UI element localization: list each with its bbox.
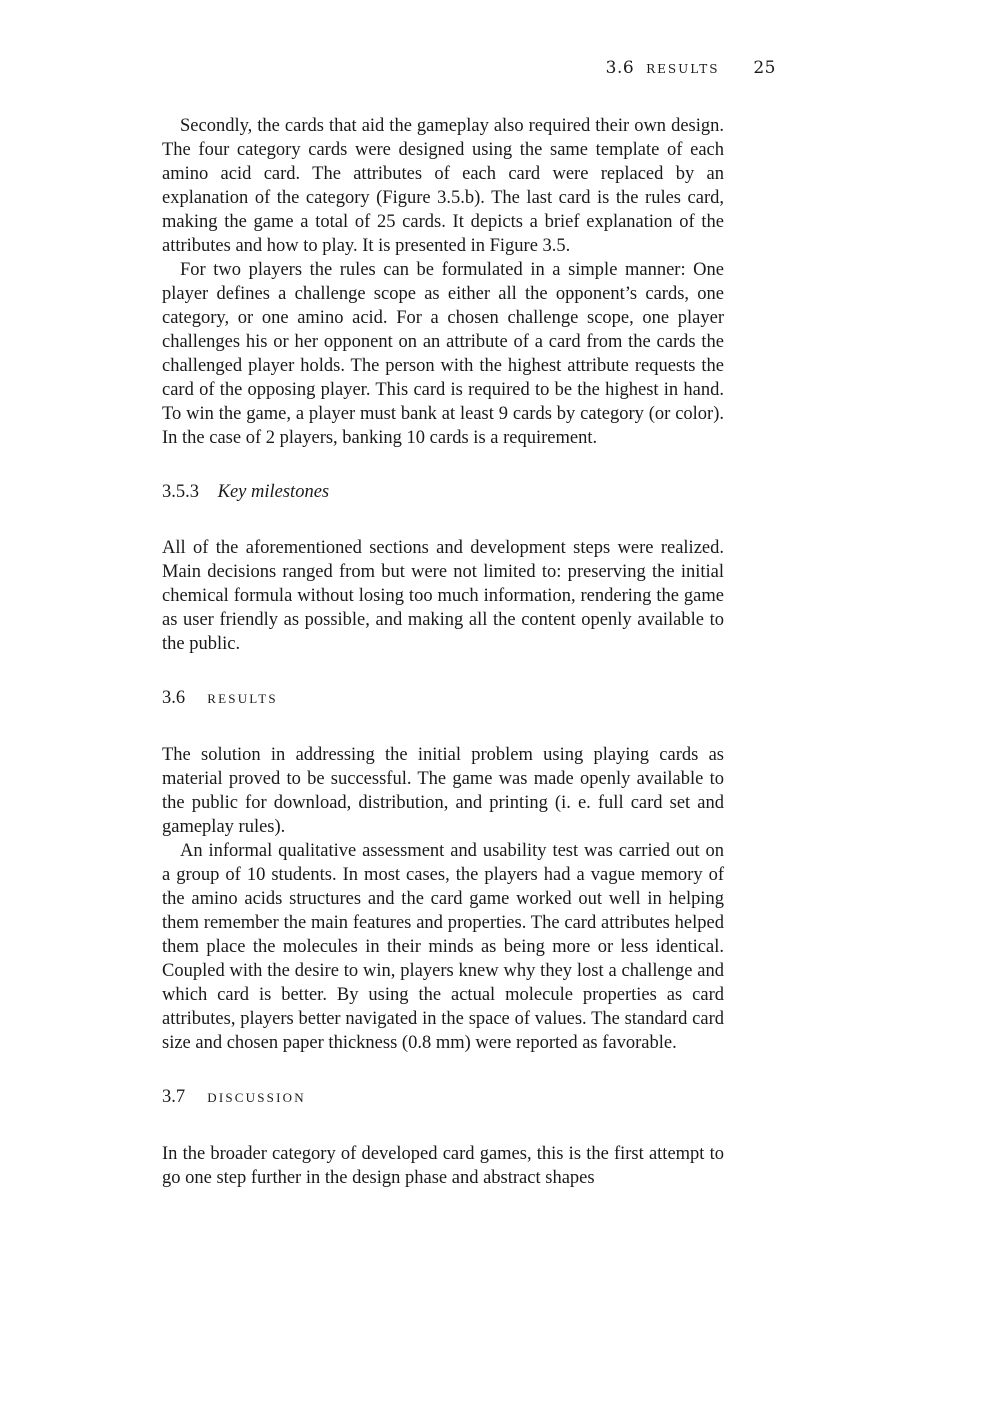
- header-section-title: results: [646, 58, 720, 78]
- paragraph-results-solution: The solution in addressing the initial problem using playing cards as material proved to be successful. The game was made openly available to the public for download, distribution, and printing (i. e. full card set and gameplay rules).: [162, 745, 724, 837]
- subsection-title: Key milestones: [217, 482, 330, 502]
- paragraph-results-assessment: An informal qualitative assessment and usability test was carried out on a group of 10 students. In most cases, the players had a vague memory of the amino acids structures and the card game worked out well in helping them remember the main features and properties. The card attributes helped them place the molecules in their minds as being more or less identical. Coupled with the desire to win, players knew why they lost a challenge and which card is better. By using the actual molecule properties as card attributes, players better navigated in the space of values. The standard card size and chosen paper thickness (0.8 mm) were reported as favorable.: [162, 841, 724, 1053]
- subsection-number: 3.5.3: [162, 482, 199, 502]
- page-body: [162, 114, 724, 1190]
- subsection-heading-key-milestones: [162, 480, 724, 504]
- paragraph-key-milestones: All of the aforementioned sections and development steps were realized. Main decisions ranged from but were not limited to: preserving the initial chemical formula without losing too much information, rendering the game as user friendly as possible, and making all the content openly available to the public.: [162, 538, 724, 654]
- section-title: RESULTS: [207, 691, 278, 706]
- section-heading-results: [162, 686, 724, 711]
- header-section-number: 3.6: [605, 58, 635, 78]
- paragraph-discussion: In the broader category of developed card games, this is the first attempt to go one step further in the design phase and abstract shapes: [162, 1144, 724, 1188]
- section-heading-discussion: [162, 1085, 724, 1110]
- paragraph-card-design: Secondly, the cards that aid the gameplay also required their own design. The four category cards were designed using the same template of each amino acid card. The attributes of each card were replaced by an explanation of the category (Figure 3.5.b). The last card is the rules card, making the game a total of 25 cards. It depicts a brief explanation of the attributes and how to play. It is presented in Figure 3.5.: [162, 116, 724, 256]
- section-number: 3.6: [162, 688, 186, 708]
- page-number: 25: [753, 58, 776, 78]
- section-number: 3.7: [162, 1087, 186, 1107]
- paragraph-game-rules: For two players the rules can be formulated in a simple manner: One player defines a challenge scope as either all the opponent’s cards, one category, or one amino acid. For a chosen challenge scope, one player challenges his or her opponent on an attribute of a card from the cards the challenged player holds. The person with the highest attribute requests the card of the opposing player. This card is required to be the highest in hand. To win the game, a player must bank at least 9 cards by category (or color). In the case of 2 players, banking 10 cards is a requirement.: [162, 260, 724, 448]
- running-header: [0, 58, 776, 78]
- section-title: DISCUSSION: [207, 1090, 306, 1105]
